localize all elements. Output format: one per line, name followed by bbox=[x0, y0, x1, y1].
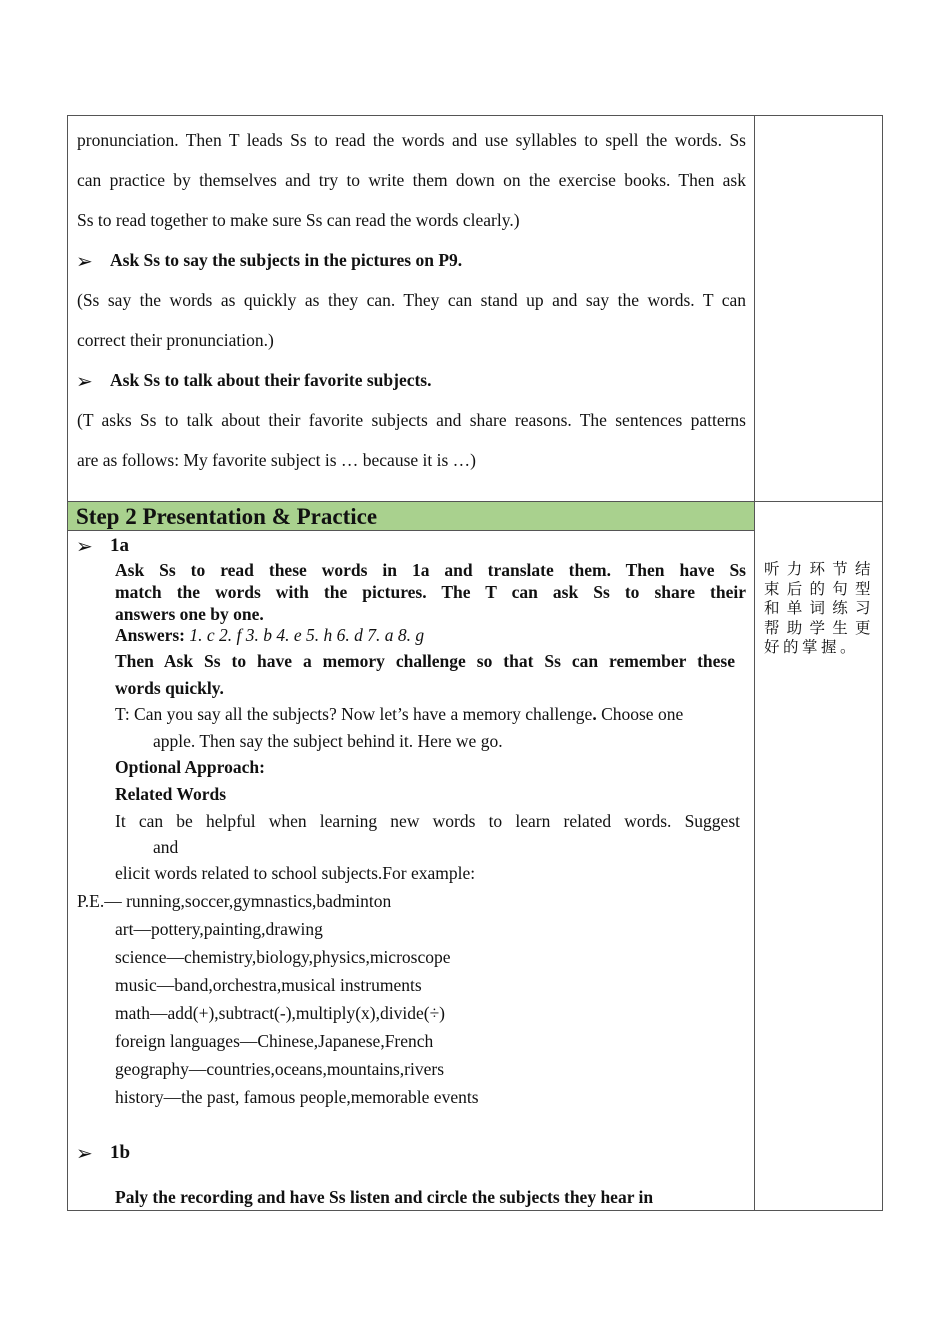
answers-label: Answers: bbox=[115, 625, 185, 645]
arrowhead-bullet-icon: ➢ bbox=[76, 249, 93, 273]
teacher-dialogue-text: T: Can you say all the subjects? Now let’s have a memory challenge bbox=[115, 704, 593, 724]
example-foreign-languages: foreign languages—Chinese,Japanese,French bbox=[115, 1031, 434, 1051]
step1-paragraph-line-3: Ss to read together to make sure Ss can read the words clearly.) bbox=[77, 210, 520, 230]
section-1a-instruction-line-1: Ask Ss to read these words in 1a and translate them. Then have Ss bbox=[115, 560, 746, 580]
example-science: science—chemistry,biology,physics,microscope bbox=[115, 947, 451, 967]
arrowhead-bullet-icon: ➢ bbox=[76, 534, 93, 558]
answers-line bbox=[115, 625, 424, 646]
optional-approach-heading: Optional Approach: bbox=[115, 757, 265, 777]
memory-challenge-line-1: Then Ask Ss to have a memory challenge so that Ss can remember these bbox=[115, 651, 735, 671]
teacher-dialogue-period: . bbox=[592, 704, 597, 724]
example-pe: P.E.— running,soccer,gymnastics,badminton bbox=[77, 891, 392, 911]
bullet-favorite-subjects: Ask Ss to talk about their favorite subjects. bbox=[110, 370, 432, 390]
teaching-reflection-note: 听力环节结束后的句型和单词练习帮助学生更好的掌握。 bbox=[764, 560, 874, 656]
section-1a-heading: 1a bbox=[110, 535, 129, 556]
example-math: math—add(+),subtract(-),multiply(x),divide(÷) bbox=[115, 1003, 446, 1023]
section-1a-instruction-line-2: match the words with the pictures. The T can ask Ss to share their bbox=[115, 582, 746, 602]
section-1b-instruction: Paly the recording and have Ss listen and circle the subjects they hear in bbox=[115, 1187, 654, 1207]
arrowhead-bullet-icon: ➢ bbox=[76, 369, 93, 393]
related-words-desc-line-2: and bbox=[153, 837, 179, 857]
column-divider bbox=[754, 115, 755, 1211]
memory-challenge-line-2: words quickly. bbox=[115, 678, 224, 698]
example-history: history—the past, famous people,memorable events bbox=[115, 1087, 479, 1107]
related-words-desc-line-3: elicit words related to school subjects.For example: bbox=[115, 863, 476, 883]
teacher-dialogue-line-2: apple. Then say the subject behind it. Here we go. bbox=[153, 731, 503, 751]
bullet-say-subjects-desc-line-2: correct their pronunciation.) bbox=[77, 330, 274, 350]
step2-header bbox=[68, 502, 754, 531]
answers-value: 1. c 2. f 3. b 4. e 5. h 6. d 7. a 8. g bbox=[189, 625, 425, 645]
section-1a-instruction-line-3: answers one by one. bbox=[115, 604, 264, 624]
related-words-heading: Related Words bbox=[115, 784, 226, 804]
teacher-dialogue-text-end: Choose one bbox=[596, 704, 684, 724]
arrowhead-bullet-icon: ➢ bbox=[76, 1141, 93, 1165]
bullet-say-subjects: Ask Ss to say the subjects in the pictures on P9. bbox=[110, 250, 463, 270]
example-geography: geography—countries,oceans,mountains,rivers bbox=[115, 1059, 445, 1079]
step2-title: Step 2 Presentation & Practice bbox=[76, 504, 378, 529]
step1-paragraph-line-2: can practice by themselves and try to write them down on the exercise books. Then ask bbox=[77, 170, 746, 190]
bullet-say-subjects-desc-line-1: (Ss say the words as quickly as they can. They can stand up and say the words. T can bbox=[77, 290, 746, 310]
teacher-dialogue-line-1 bbox=[115, 704, 683, 725]
bullet-favorite-subjects-desc-line-1: (T asks Ss to talk about their favorite subjects and share reasons. The sentences patterns bbox=[77, 410, 746, 430]
section-1b-heading: 1b bbox=[110, 1142, 131, 1163]
related-words-desc-line-1: It can be helpful when learning new words to learn related words. Suggest bbox=[115, 811, 740, 831]
example-art: art—pottery,painting,drawing bbox=[115, 919, 323, 939]
bullet-favorite-subjects-desc-line-2: are as follows: My favorite subject is … because it is …) bbox=[77, 450, 476, 470]
step1-paragraph-line-1: pronunciation. Then T leads Ss to read the words and use syllables to spell the words. Ss bbox=[77, 130, 746, 150]
example-music: music—band,orchestra,musical instruments bbox=[115, 975, 422, 995]
